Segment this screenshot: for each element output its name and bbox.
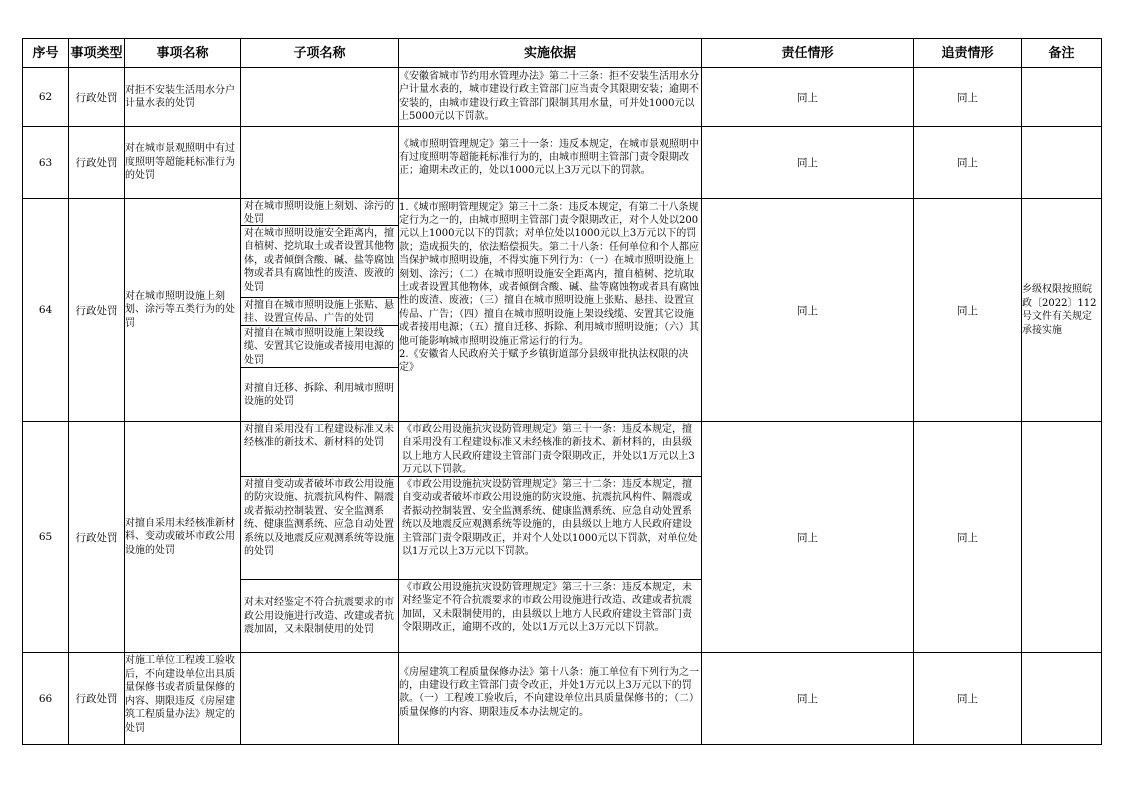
item-type: 行政处罚: [69, 422, 125, 653]
subitem-list-item: 对未对经鉴定不符合抗震要求的市政公用设施进行改造、改建或者抗震加固，又未限制使用的处罚: [244, 597, 394, 636]
item-name: 对施工单位工程竣工验收后，不向建设单位出具质量保修书或者质量保修的内容、期限违反《房屋建筑工程质量办法》规定的处罚: [125, 655, 235, 734]
basis-text: 《房屋建筑工程质量保修办法》第十八条：施工单位有下列行为之一的，由建设行政主管部门责令改正，并处1万元以上3万元以下的罚款。（一）工程竣工验收后，不向建设单位出具质量保修书的；（二）质量保修的内容、期限违反本办法规定的。: [399, 666, 699, 718]
accountability-text: 同上: [914, 653, 1022, 745]
table-row: [23, 653, 1102, 745]
subitem-list-item: 对擅自在城市照明设施上架设线缆、安置其它设施或者接用电源的处罚: [241, 326, 398, 368]
basis-text: 《市政公用设施抗灾设防管理规定》第三十一条：违反本规定，擅自采用没有工程建设标准又未经核准的新技术、新材料的，由县级以上地方人民政府建设主管部门责令限期改正，并处以1万元以上3万元以下罚款。: [399, 422, 701, 477]
col-header-subitem: 子项名称: [241, 39, 399, 68]
accountability-text: 同上: [914, 199, 1022, 422]
responsibility-text: 同上: [702, 68, 914, 127]
row-number: 64: [23, 199, 69, 422]
responsibility-text: 同上: [702, 422, 914, 653]
subitem-cell: [241, 422, 399, 653]
col-header-accountability: 追责情形: [914, 39, 1022, 68]
responsibility-text: 同上: [702, 653, 914, 745]
col-header-note: 备注: [1022, 39, 1102, 68]
basis-cell: [399, 422, 702, 653]
basis-text: 1.《城市照明管理规定》第三十二条：违反本规定，有第二十八条规定行为之一的，由城市照明主管部门责令限期改正，对个人处以200元以上1000元以下的罚款；对单位处以1000元以上3万元以下的罚款；造成损失的，依法赔偿损失。第二十八条：任何单位和个人都应当保护城市照明设施，不得实施下列行为：（一）在城市照明设施上刻划、涂污；（二）在城市照明设施安全距离内，擅自植树、挖坑取土或者设置其他物体，或者倾倒含酸、碱、盐等腐蚀物或者具有腐蚀性的废渣、废液；（三）擅自在城市照明设施上张贴、悬挂、设置宣传品、广告；（四）擅自在城市照明设施上架设线缆、安置其它设施或者接用电源；（五）擅自迁移、拆除、利用城市照明设施；（六）其他可能影响城市照明设施正常运行的行为。 2.《安徽省人民政府关于赋予乡镇街道部分县级审批执法权限的决定》: [399, 201, 699, 374]
note-cell: [1022, 653, 1102, 745]
col-header-responsibility: 责任情形: [702, 39, 914, 68]
note-cell: [1022, 127, 1102, 199]
note-cell: [1022, 422, 1102, 653]
item-type: 行政处罚: [69, 68, 125, 127]
item-name: 对擅自采用未经核准新材料、变动或破坏市政公用设施的处罚: [125, 422, 241, 653]
table-row: [23, 199, 1102, 422]
header-row: [23, 39, 1102, 68]
responsibility-text: 同上: [702, 199, 914, 422]
row-number: 63: [23, 127, 69, 199]
item-name: 对拒不安装生活用水分户计量水表的处罚: [125, 68, 241, 127]
col-header-basis: 实施依据: [399, 39, 702, 68]
subitem-list-item: 对擅自迁移、拆除、利用城市照明设施的处罚: [244, 382, 394, 407]
subitem-list-item: 对在城市照明设施安全距离内，擅自植树、挖坑取土或者设置其他物体，或者倾倒含酸、碱、盐等腐蚀物或者具有腐蚀性的废渣、废液的处罚: [241, 226, 398, 298]
table-row: [23, 68, 1102, 127]
subitem-list-item: 对擅自在城市照明设施上张贴、悬挂、设置宣传品、广告的处罚: [241, 298, 398, 326]
subitem-list-item: 对擅自变动或者破坏市政公用设施的防灾设施、抗震抗风构件、隔震或者振动控制装置、安全监测系统、健康监测系统、应急自动处置系统以及地震反应观测系统等设施的处罚: [241, 477, 398, 580]
subitem-cell: [241, 199, 399, 422]
subitem-cell: [241, 653, 399, 745]
note-cell: [1022, 68, 1102, 127]
row-number: 66: [23, 653, 69, 745]
table-row: [23, 127, 1102, 199]
col-header-no: 序号: [23, 39, 69, 68]
note-text: 乡级权限按照皖政〔2022〕112号文件有关规定承接实施: [1022, 199, 1102, 422]
accountability-text: 同上: [914, 422, 1022, 653]
accountability-text: 同上: [914, 127, 1022, 199]
accountability-text: 同上: [914, 68, 1022, 127]
subitem-list-item: 对擅自采用没有工程建设标准又未经核准的新技术、新材料的处罚: [241, 422, 398, 477]
basis-text: 《安徽省城市节约用水管理办法》第二十三条：拒不安装生活用水分户计量水表的，城市建设行政主管部门应当责令其限期安装；逾期不安装的，由城市建设行政主管部门限制其用水量，可并处1000元以上5000元以下罚款。: [399, 71, 699, 123]
item-name: 对在城市照明设施上刻划、涂污等五类行为的处罚: [125, 199, 241, 422]
col-header-name: 事项名称: [125, 39, 241, 68]
table-row: [23, 422, 1102, 653]
subitem-cell: [241, 68, 399, 127]
responsibility-text: 同上: [702, 127, 914, 199]
row-number: 65: [23, 422, 69, 653]
row-number: 62: [23, 68, 69, 127]
basis-text: 《市政公用设施抗灾设防管理规定》第三十三条：违反本规定，未对经鉴定不符合抗震要求的市政公用设施进行改造、改建或者抗震加固，又未限制使用的，由县级以上地方人民政府建设主管部门责令限期改正，逾期不改的，处以1万元以上3万元以下罚款。: [402, 582, 692, 634]
subitem-cell: [241, 127, 399, 199]
enforcement-table: [22, 38, 1102, 745]
item-type: 行政处罚: [69, 127, 125, 199]
subitem-list-item: 对在城市照明设施上刻划、涂污的处罚: [241, 199, 398, 226]
basis-text: 《城市照明管理规定》第三十一条：违反本规定，在城市景观照明中有过度照明等超能耗标准行为的，由城市照明主管部门责令限期改正；逾期未改正的，处以1000元以上3万元以下的罚款。: [399, 138, 699, 177]
col-header-type: 事项类型: [69, 39, 125, 68]
basis-text: 《市政公用设施抗灾设防管理规定》第三十二条：违反本规定，擅自变动或者破坏市政公用设施的防灾设施、抗震抗风构件、隔震或者振动控制装置、安全监测系统、健康监测系统、应急自动处置系统以及地震反应观测系统等设施的，由县级以上地方人民政府建设主管部门责令限期改正，并对个人处以1000元以下罚款，对单位处以1万元以上3万元以下罚款。: [399, 477, 701, 580]
item-name: 对在城市景观照明中有过度照明等超能耗标准行为的处罚: [125, 127, 241, 199]
item-type: 行政处罚: [69, 653, 125, 745]
item-type: 行政处罚: [69, 199, 125, 422]
